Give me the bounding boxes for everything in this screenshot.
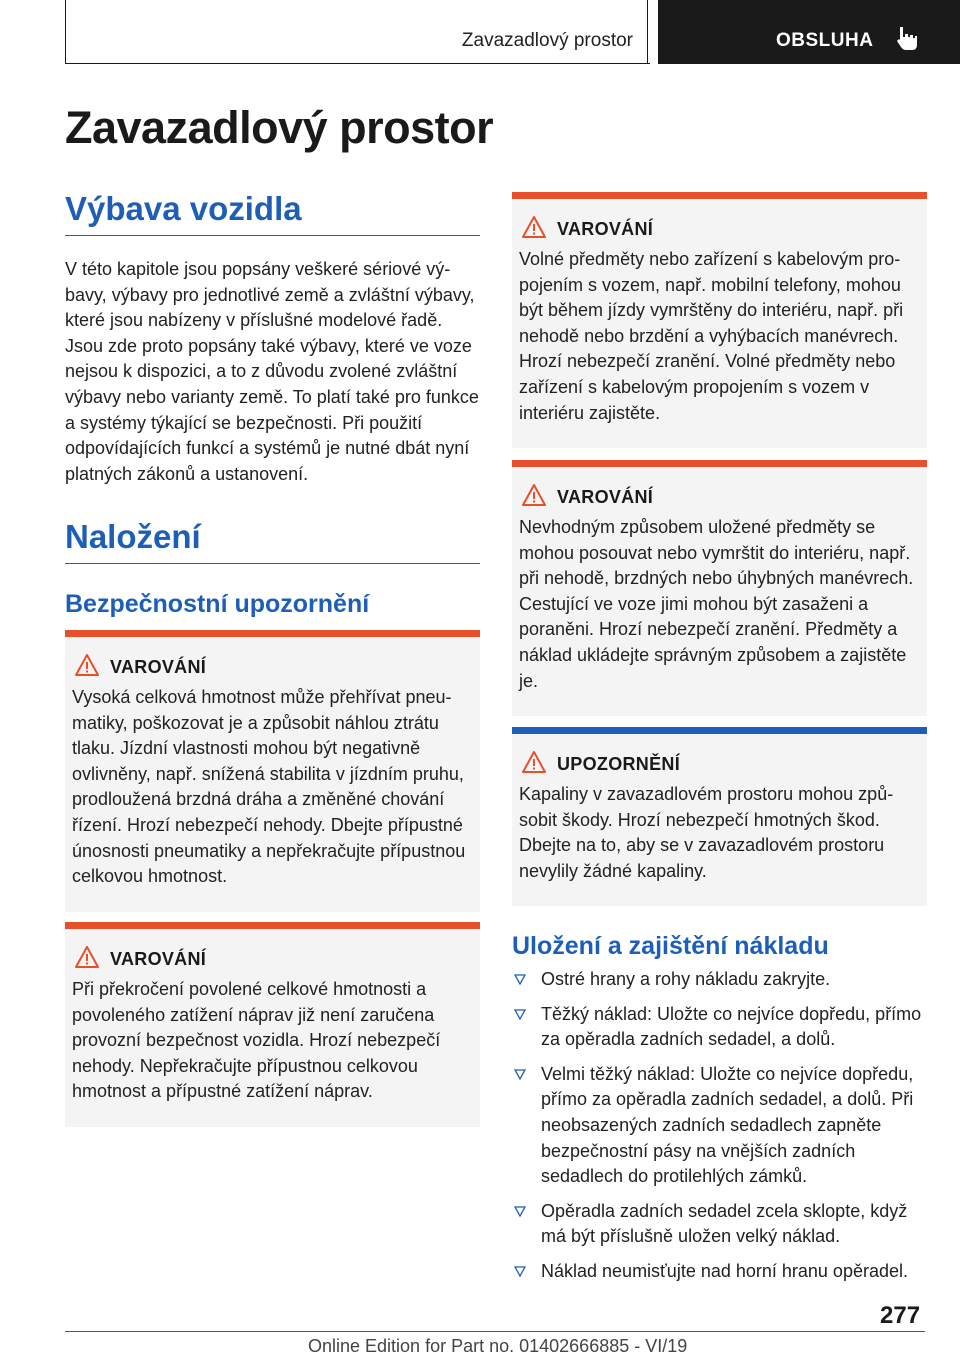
bullet-triangle-icon: [514, 1206, 526, 1217]
warning-bar: [512, 460, 927, 467]
warning-box-weight: [65, 630, 480, 912]
list-item: [512, 967, 927, 993]
list-item-text: Velmi těžký náklad: Uložte co nejvíce dopředu, přímo za opěradla zadních sedadel, a dolů. Při neobsazených zadních sedadlech zapněte bezpečnostní pásy na vnějších zadních sedadlech do protilehlých zámků.: [541, 1063, 914, 1187]
notice-bar: [512, 727, 927, 734]
warning-title: VAROVÁNÍ: [557, 487, 654, 507]
footer-rule: [65, 1331, 925, 1332]
warning-title: VAROVÁNÍ: [557, 219, 654, 239]
bullet-triangle-icon: [514, 1069, 526, 1080]
warning-triangle-icon: [522, 484, 546, 506]
warning-text: Nevhodným způsobem uložené předměty se mohou posouvat nebo vymrštit do interiéru, např. při nehodě, brzdných nebo úhybných manévrech. Cestující ve voze jimi mohou být zasaženi a poraněni. Hrozí nebezpečí zranění. Předměty a náklad ukládejte správným způsobem a zajistěte je.: [519, 517, 914, 691]
header-section-title: [66, 0, 648, 64]
header-tab-label: OBSLUHA: [776, 30, 874, 51]
header-section-label: Zavazadlový prostor: [461, 30, 633, 51]
warning-title: VAROVÁNÍ: [110, 657, 207, 677]
list-item-text: Těžký náklad: Uložte co nejvíce dopředu, přímo za opěradla zadních sedadel, a dolů.: [541, 1003, 922, 1050]
warning-triangle-icon: [522, 751, 546, 773]
bullet-triangle-icon: [514, 1009, 526, 1020]
notice-box-liquids: [512, 727, 927, 906]
warning-triangle-icon: [522, 216, 546, 238]
warning-bar: [65, 922, 480, 929]
heading-storing-cargo: Uložení a zajištění nákladu: [512, 932, 829, 960]
page-number: 277: [880, 1302, 921, 1329]
list-item-text: Ostré hrany a rohy nákladu zakryjte.: [541, 969, 831, 989]
warning-box-axle-load: [65, 922, 480, 1127]
heading-equipment: Výbava vozidla: [65, 190, 302, 227]
page-title: Zavazadlový prostor: [65, 102, 494, 153]
list-item: [512, 1259, 927, 1285]
intro-paragraph: V této kapitole jsou popsány veškeré sériové výbavy, výbavy pro jednotlivé země a zvláštní výbavy, které jsou nabízeny v příslušné modelové řadě. Jsou zde proto popsány také výbavy, které ve voze nejsou k dispozici, a to z důvodu zvolené zvláštní výbavy nebo varianty země. To platí také pro funkce a systémy týkající se bezpečnosti. Při použití odpovídajících funkcí a systémů je nutné dbát nyní platných zákonů a ustanovení.: [65, 259, 479, 484]
list-item-text: Náklad neumisťujte nad horní hranu opěradel.: [541, 1260, 908, 1281]
warning-bar: [512, 192, 927, 199]
warning-text: Volné předměty nebo zařízení s kabelovým propojením s vozem, např. mobilní telefony, mohou být během jízdy vymrštěny do interiéru, např. při nehodě nebo brzdění a vyhýbacích manévrech. Hrozí nebezpečí zranění. Volné předměty nebo zařízení s kabelovým propojením s vozem v interiéru zajistěte.: [519, 249, 904, 423]
bullet-triangle-icon: [514, 974, 526, 985]
heading-safety-notes: Bezpečnostní upozornění: [65, 590, 370, 618]
warning-text: Při překročení povolené celkové hmotnosti a povoleného zatížení náprav již není zaručena provozní bezpečnost vozidla. Hrozí nebezpečí nehody. Nepřekračujte přípustnou celkovou hmotnost a přípustné zatížení náprav.: [72, 979, 441, 1102]
heading-loading-rule: [65, 563, 480, 564]
header-rule-bottom: [65, 63, 650, 64]
bullet-triangle-icon: [514, 1266, 526, 1277]
warning-triangle-icon: [75, 946, 99, 968]
warning-title: VAROVÁNÍ: [110, 949, 207, 969]
header-tab-obsluha[interactable]: [658, 0, 960, 64]
warning-box-stowed-items: [512, 460, 927, 716]
notice-text: Kapaliny v zavazadlovém prostoru mohou způsobit škody. Hrozí nebezpečí hmotných škod. Dbejte na to, aby se v zavazadlovém prostoru nevylily žádné kapaliny.: [519, 784, 894, 881]
list-item: [512, 1002, 927, 1053]
notice-title: UPOZORNĚNÍ: [557, 754, 681, 774]
warning-triangle-icon: [75, 654, 99, 676]
footer-edition-text: Online Edition for Part no. 01402666885 - VI/19: [308, 1336, 688, 1356]
list-item: [512, 1199, 927, 1250]
pointing-hand-icon: [895, 25, 919, 51]
list-item-text: Opěradla zadních sedadel zcela sklopte, když má být příslušně uložen velký náklad.: [541, 1200, 908, 1247]
warning-box-loose-objects: [512, 192, 927, 448]
header-rule-left: [65, 0, 66, 64]
heading-equipment-rule: [65, 235, 480, 236]
heading-loading: Naložení: [65, 518, 201, 555]
warning-text: Vysoká celková hmotnost může přehřívat pneumatiky, poškozovat je a způsobit náhlou ztrátu tlaku. Jízdní vlastnosti mohou být negativně ovlivněny, např. snížená stabilita v jízdním pruhu, prodloužená brzdná dráha a změněné chování řízení. Hrozí nebezpečí nehody. Dbejte přípustné únosnosti pneumatiky a nepřekračujte přípustnou celkovou hmotnost.: [72, 687, 466, 887]
warning-bar: [65, 630, 480, 637]
cargo-bullet-list: [512, 967, 927, 1294]
list-item: [512, 1062, 927, 1190]
